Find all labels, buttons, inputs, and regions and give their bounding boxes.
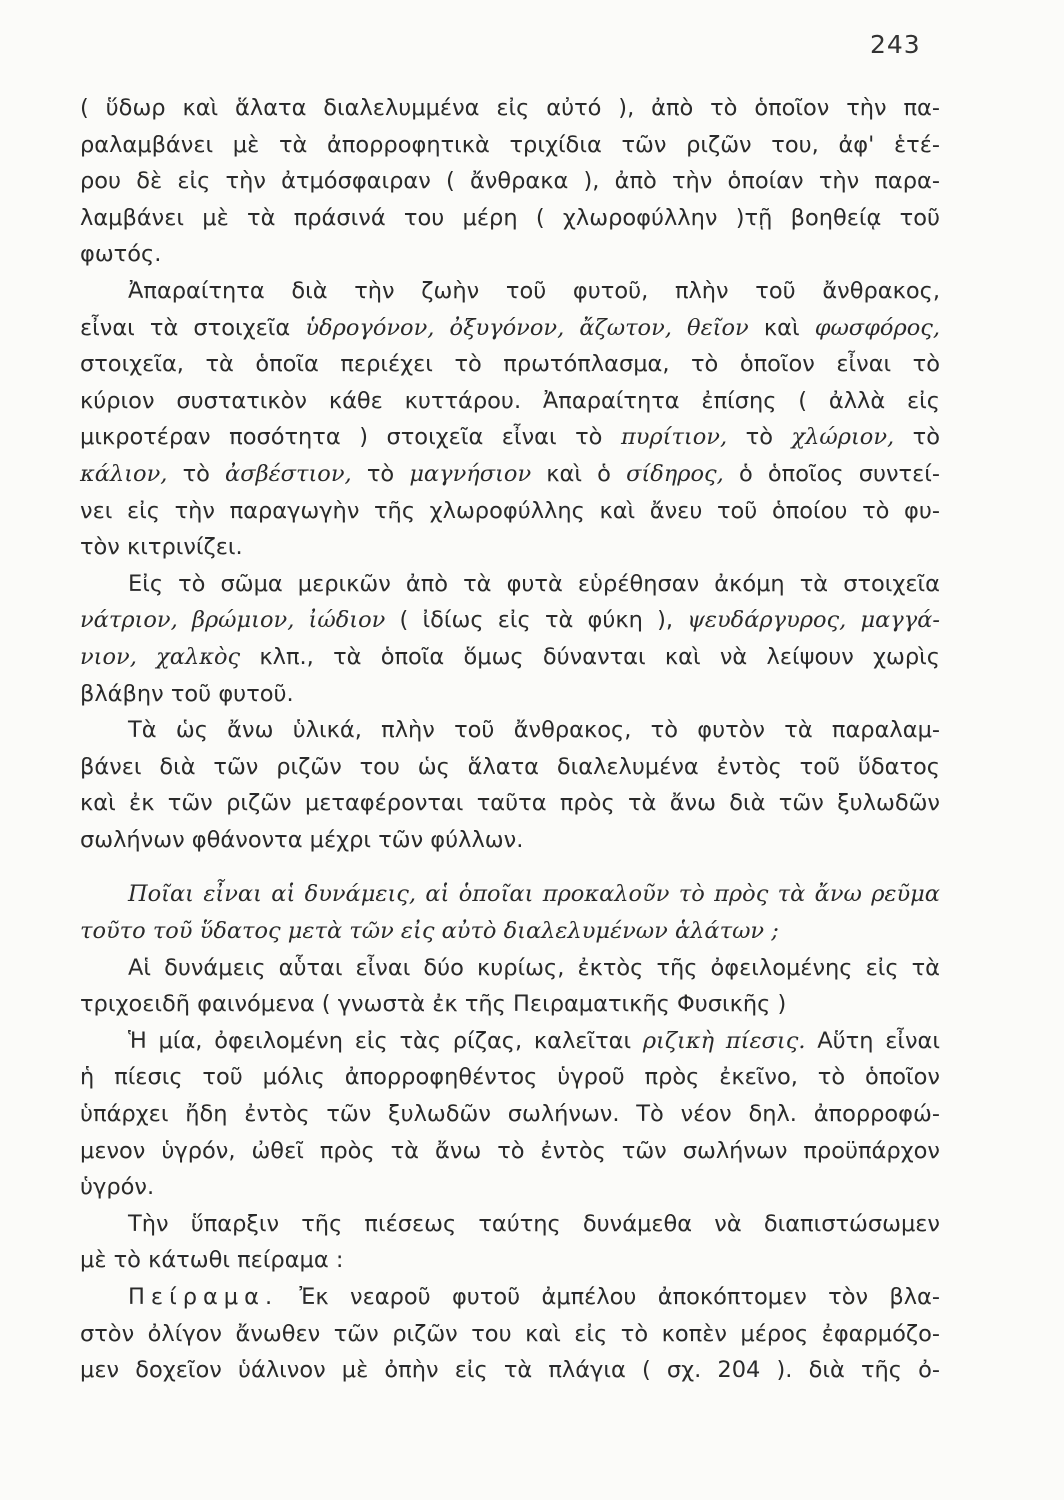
text-span: εἶναι τὰ στοιχεῖα (80, 314, 306, 341)
text-span: τὸ (894, 424, 940, 451)
text-line (80, 639, 940, 676)
text-line: καὶ ἐκ τῶν ριζῶν μεταφέρονται ταῦτα πρὸς τὰ ἄνω διὰ τῶν ξυλωδῶν (80, 790, 940, 817)
text-line: ρου δὲ εἰς τὴν ἀτμόσφαιραν ( ἄνθρακα ), ἀπὸ τὴν ὁποίαν τὴν παρα- (80, 168, 940, 195)
paragraph-8 (80, 1279, 940, 1389)
page-text (80, 90, 940, 1389)
experiment-label: Πείραμα. (128, 1284, 279, 1310)
text-line: Τὴν ὕπαρξιν τῆς πιέσεως ταύτης δυνάμεθα νὰ διαπιστώσωμεν (128, 1210, 940, 1237)
italic-term: κάλιον, (80, 460, 168, 487)
text-line: τριχοειδῆ φαινόμενα ( γνωστὰ ἐκ τῆς Πειραματικῆς Φυσικῆς ) (80, 991, 787, 1018)
page-number: 243 (870, 30, 921, 59)
text-line: Τὰ ὡς ἄνω ὑλικά, πλὴν τοῦ ἄνθρακος, τὸ φυτὸν τὰ παραλαμ- (128, 717, 940, 744)
paragraph-1 (80, 90, 940, 273)
italic-term: ψευδάργυρος, μαγγά- (687, 607, 940, 634)
text-line (80, 419, 940, 456)
paragraph-2 (80, 273, 940, 566)
paragraph-5 (80, 950, 940, 1023)
text-line: Αἱ δυνάμεις αὗται εἶναι δύο κυρίως, ἐκτὸς τῆς ὀφειλομένης εἰς τὰ (128, 954, 940, 981)
text-line: ( ὕδωρ καὶ ἅλατα διαλελυμμένα εἰς αὐτό ), ἀπὸ τὸ ὁποῖον τὴν πα- (80, 95, 940, 121)
text-span: τὸ (727, 424, 792, 451)
text-span: ὁ ὁποῖος συντεί- (723, 460, 940, 487)
text-line: μεν δοχεῖον ὑάλινον μὲ ὀπὴν εἰς τὰ πλάγια ( σχ. 204 ). διὰ τῆς ὀ- (80, 1357, 940, 1384)
question-heading (80, 876, 940, 949)
text-line: σωλήνων φθάνοντα μέχρι τῶν φύλλων. (80, 826, 524, 853)
section-gap (80, 858, 940, 876)
italic-term: ὑδρογόνον, ὀξυγόνον, ἄζωτον, θεῖον (305, 314, 749, 341)
text-span: Ἐκ νεαροῦ φυτοῦ ἀμπέλου ἀποκόπτομεν τὸν βλα- (278, 1284, 940, 1310)
text-line (80, 456, 940, 493)
text-line: βάνει διὰ τῶν ριζῶν του ὡς ἅλατα διαλελυμένα ἐντὸς τοῦ ὕδατος (80, 753, 940, 780)
text-line: ὑγρόν. (80, 1174, 155, 1201)
italic-term: μαγνήσιον (409, 460, 532, 487)
text-span: τὸ (167, 460, 226, 487)
question-line: τοῦτο τοῦ ὕδατος μετὰ τῶν εἰς αὐτὸ διαλελυμένων ἁλάτων ; (80, 918, 779, 945)
text-line: νει εἰς τὴν παραγωγὴν τῆς χλωροφύλλης καὶ ἄνευ τοῦ ὁποίου τὸ φυ- (80, 497, 940, 524)
text-line: λαμβάνει μὲ τὰ πράσινά του μέρη ( χλωροφύλλην )τῇ βοηθείᾳ τοῦ (80, 204, 940, 231)
text-line (80, 1279, 940, 1316)
text-span: καὶ ὁ (531, 460, 627, 487)
text-line: μὲ τὸ κάτωθι πείραμα : (80, 1247, 344, 1274)
italic-term: φωσφόρος, (814, 314, 940, 341)
text-span: Ἡ μία, ὀφειλομένη εἰς τὰς ρίζας, καλεῖται (128, 1027, 643, 1054)
italic-term: χλώριον, (791, 424, 895, 451)
text-line: μενον ὑγρόν, ὠθεῖ πρὸς τὰ ἄνω τὸ ἐντὸς τῶν σωλήνων προϋπάρχον (80, 1137, 940, 1164)
paragraph-6 (80, 1023, 940, 1206)
text-span: κλπ., τὰ ὁποῖα ὅμως δύνανται καὶ νὰ λείψουν χωρὶς (240, 643, 940, 670)
italic-term: ἀσβέστιον, (225, 460, 352, 487)
paragraph-7 (80, 1206, 940, 1279)
text-span: τὸ (351, 460, 410, 487)
text-line: Ἀπαραίτητα διὰ τὴν ζωὴν τοῦ φυτοῦ, πλὴν τοῦ ἄνθρακος, (128, 277, 940, 304)
text-line: ἡ πίεσις τοῦ μόλις ἀπορροφηθέντος ὑγροῦ πρὸς ἐκεῖνο, τὸ ὁποῖον (80, 1064, 940, 1091)
text-line: ὑπάρχει ἤδη ἐντὸς τῶν ξυλωδῶν σωλήνων. Τὸ νέον δηλ. ἀπορροφώ- (80, 1101, 940, 1128)
text-line: στοιχεῖα, τὰ ὁποῖα περιέχει τὸ πρωτόπλασμα, τὸ ὁποῖον εἶναι τὸ (80, 351, 940, 378)
text-line: βλάβην τοῦ φυτοῦ. (80, 680, 294, 707)
text-span: καὶ (748, 314, 815, 341)
text-span: ( ἰδίως εἰς τὰ φύκη ), (385, 607, 688, 634)
text-span: Αὕτη εἶναι (805, 1027, 940, 1054)
text-line: ραλαμβάνει μὲ τὰ ἀπορροφητικὰ τριχίδια τῶν ριζῶν του, ἀφ' ἑτέ- (80, 131, 940, 158)
text-line (80, 602, 940, 639)
question-line: Ποῖαι εἶναι αἱ δυνάμεις, αἱ ὁποῖαι προκαλοῦν τὸ πρὸς τὰ ἄνω ρεῦμα (128, 881, 940, 908)
text-line (80, 310, 940, 347)
text-line: Εἰς τὸ σῶμα μερικῶν ἀπὸ τὰ φυτὰ εὑρέθησαν ἀκόμη τὰ στοιχεῖα (128, 570, 940, 597)
text-line (80, 1023, 940, 1060)
text-line: φωτός. (80, 241, 162, 268)
text-line: τὸν κιτρινίζει. (80, 534, 243, 561)
text-line: κύριον συστατικὸν κάθε κυττάρου. Ἀπαραίτητα ἐπίσης ( ἀλλὰ εἰς (80, 387, 940, 414)
italic-term: νιον, χαλκὸς (80, 643, 241, 670)
paragraph-4 (80, 712, 940, 858)
italic-term: νάτριον, βρώμιον, ἰώδιον (80, 607, 386, 634)
italic-term: ριζικὴ πίεσις. (642, 1027, 806, 1054)
italic-term: σίδηρος, (626, 460, 724, 487)
text-span: μικροτέραν ποσότητα ) στοιχεῖα εἶναι τὸ (80, 424, 621, 451)
italic-term: πυρίτιον, (620, 424, 728, 451)
paragraph-3 (80, 566, 940, 712)
text-line: στὸν ὀλίγον ἄνωθεν τῶν ριζῶν του καὶ εἰς τὸ κοπὲν μέρος ἐφαρμόζο- (80, 1320, 940, 1347)
